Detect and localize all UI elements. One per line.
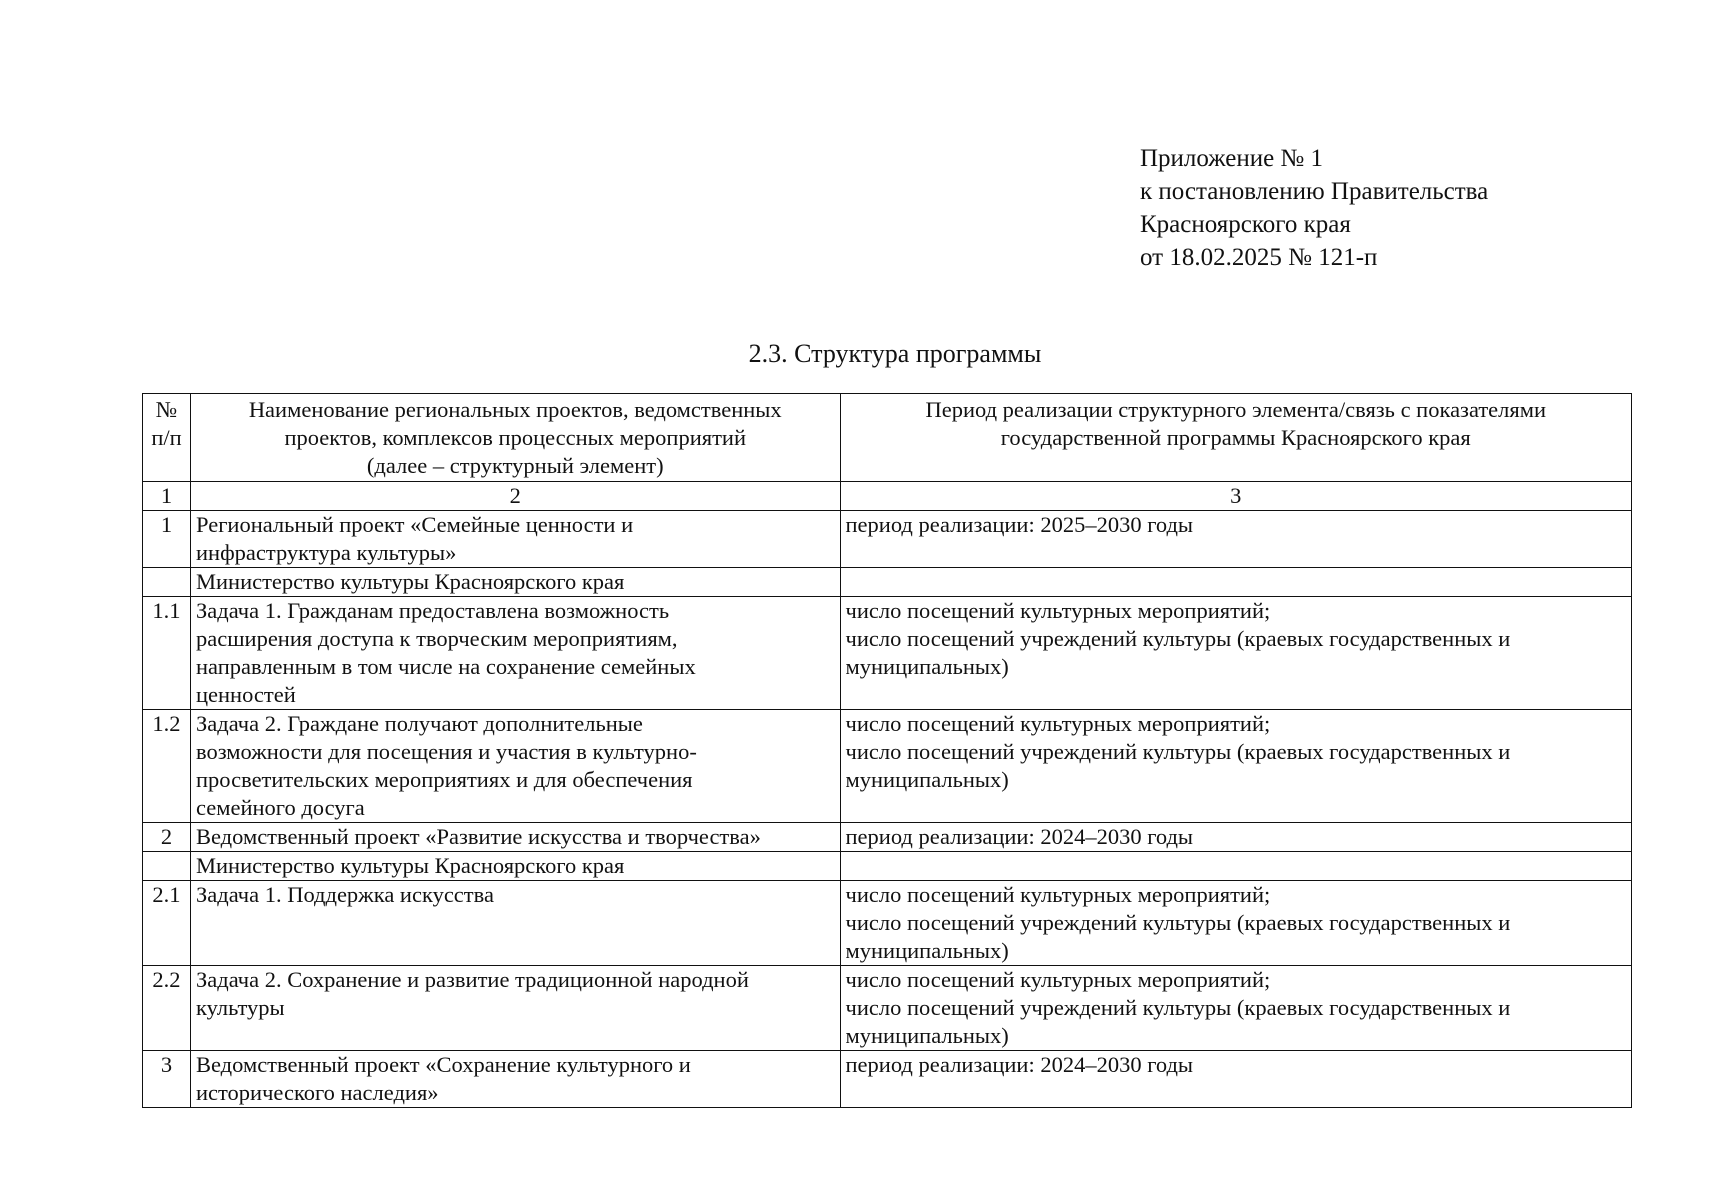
table-row (143, 1051, 1632, 1108)
header-text: № (155, 397, 178, 422)
row-number: 1.2 (143, 710, 191, 823)
header-text: (далее – структурный элемент) (366, 453, 664, 478)
row-number: 1.1 (143, 597, 191, 710)
appendix-line: Приложение № 1 (1140, 145, 1324, 172)
row-period-line: число посещений учреждений культуры (краевых государственных и (845, 910, 1511, 935)
row-number: 2.2 (143, 966, 191, 1051)
table-row (143, 852, 1632, 881)
table-row (143, 597, 1632, 710)
header-text: государственной программы Красноярского края (1000, 425, 1471, 450)
row-name-line: Задача 1. Поддержка искусства (195, 882, 494, 907)
row-name (190, 1051, 840, 1108)
row-name-line: Ведомственный проект «Развитие искусства и творчества» (195, 824, 761, 849)
row-number: 3 (143, 1051, 191, 1108)
row-name-line: семейного досуга (195, 795, 365, 820)
section-title: 2.3. Структура программы (748, 339, 1042, 368)
row-name (190, 966, 840, 1051)
row-period (840, 823, 1632, 852)
row-name (190, 881, 840, 966)
table-row (143, 710, 1632, 823)
header-period (840, 394, 1632, 482)
row-name-line: исторического наследия» (195, 1080, 439, 1105)
row-name-line: инфраструктура культуры» (195, 540, 457, 565)
row-period (840, 1051, 1632, 1108)
row-name-line: Региональный проект «Семейные ценности и (195, 512, 634, 537)
row-name (190, 852, 840, 881)
row-period-line: число посещений культурных мероприятий; (845, 598, 1271, 623)
row-name-line: возможности для посещения и участия в культурно- (195, 739, 697, 764)
row-period-line: муниципальных) (845, 654, 1009, 679)
row-name-line: просветительских мероприятиях и для обеспечения (195, 767, 693, 792)
table-row (143, 881, 1632, 966)
row-period-line: муниципальных) (845, 938, 1009, 963)
row-period (840, 511, 1632, 568)
program-structure-table (142, 393, 1632, 1108)
row-period-line: число посещений культурных мероприятий; (845, 711, 1271, 736)
row-period (840, 966, 1632, 1051)
row-period-line: муниципальных) (845, 1023, 1009, 1048)
row-name-line: Задача 1. Гражданам предоставлена возможность (195, 598, 670, 623)
appendix-line: Красноярского края (1140, 211, 1351, 238)
row-number: 1 (143, 511, 191, 568)
row-period-line: число посещений учреждений культуры (краевых государственных и (845, 995, 1511, 1020)
row-number: 2.1 (143, 881, 191, 966)
column-number-row (143, 482, 1632, 511)
column-number: 3 (840, 482, 1632, 511)
row-period-line: период реализации: 2024–2030 годы (845, 1052, 1194, 1077)
row-name-line: Задача 2. Граждане получают дополнительные (195, 711, 643, 736)
row-name (190, 511, 840, 568)
header-number (143, 394, 191, 482)
table-row (143, 966, 1632, 1051)
row-name-line: Ведомственный проект «Сохранение культурного и (195, 1052, 691, 1077)
table-row (143, 568, 1632, 597)
row-period (840, 597, 1632, 710)
column-number: 2 (190, 482, 840, 511)
table-row (143, 823, 1632, 852)
column-number: 1 (143, 482, 191, 511)
header-text: Период реализации структурного элемента/связь с показателями (925, 397, 1547, 422)
header-text: п/п (151, 425, 182, 450)
row-name (190, 823, 840, 852)
row-period (840, 881, 1632, 966)
row-period (840, 710, 1632, 823)
row-name-line: Министерство культуры Красноярского края (195, 569, 625, 594)
row-period-line: число посещений учреждений культуры (краевых государственных и (845, 626, 1511, 651)
row-name (190, 568, 840, 597)
row-number: 2 (143, 823, 191, 852)
row-name-line: Задача 2. Сохранение и развитие традиционной народной (195, 967, 749, 992)
table-body (143, 511, 1632, 1108)
appendix-line: от 18.02.2025 № 121-п (1140, 244, 1378, 271)
row-name-line: культуры (195, 995, 285, 1020)
appendix-line: к постановлению Правительства (1140, 178, 1489, 205)
row-period-line: число посещений культурных мероприятий; (845, 967, 1271, 992)
row-period-line: период реализации: 2024–2030 годы (845, 824, 1194, 849)
row-period-line: муниципальных) (845, 767, 1009, 792)
row-period (840, 568, 1632, 597)
row-name (190, 710, 840, 823)
row-name-line: ценностей (195, 682, 296, 707)
row-period (840, 852, 1632, 881)
row-number (143, 852, 191, 881)
row-period-line: число посещений учреждений культуры (краевых государственных и (845, 739, 1511, 764)
row-number (143, 568, 191, 597)
row-name (190, 597, 840, 710)
header-name (190, 394, 840, 482)
header-text: проектов, комплексов процессных мероприятий (284, 425, 746, 450)
row-period-line: число посещений культурных мероприятий; (845, 882, 1271, 907)
row-name-line: Министерство культуры Красноярского края (195, 853, 625, 878)
table-row (143, 511, 1632, 568)
appendix-block (1140, 142, 1488, 274)
table-header-row (143, 394, 1632, 482)
header-text: Наименование региональных проектов, ведомственных (248, 397, 782, 422)
row-name-line: расширения доступа к творческим мероприятиям, (195, 626, 678, 651)
row-name-line: направленным в том числе на сохранение семейных (195, 654, 696, 679)
row-period-line: период реализации: 2025–2030 годы (845, 512, 1194, 537)
